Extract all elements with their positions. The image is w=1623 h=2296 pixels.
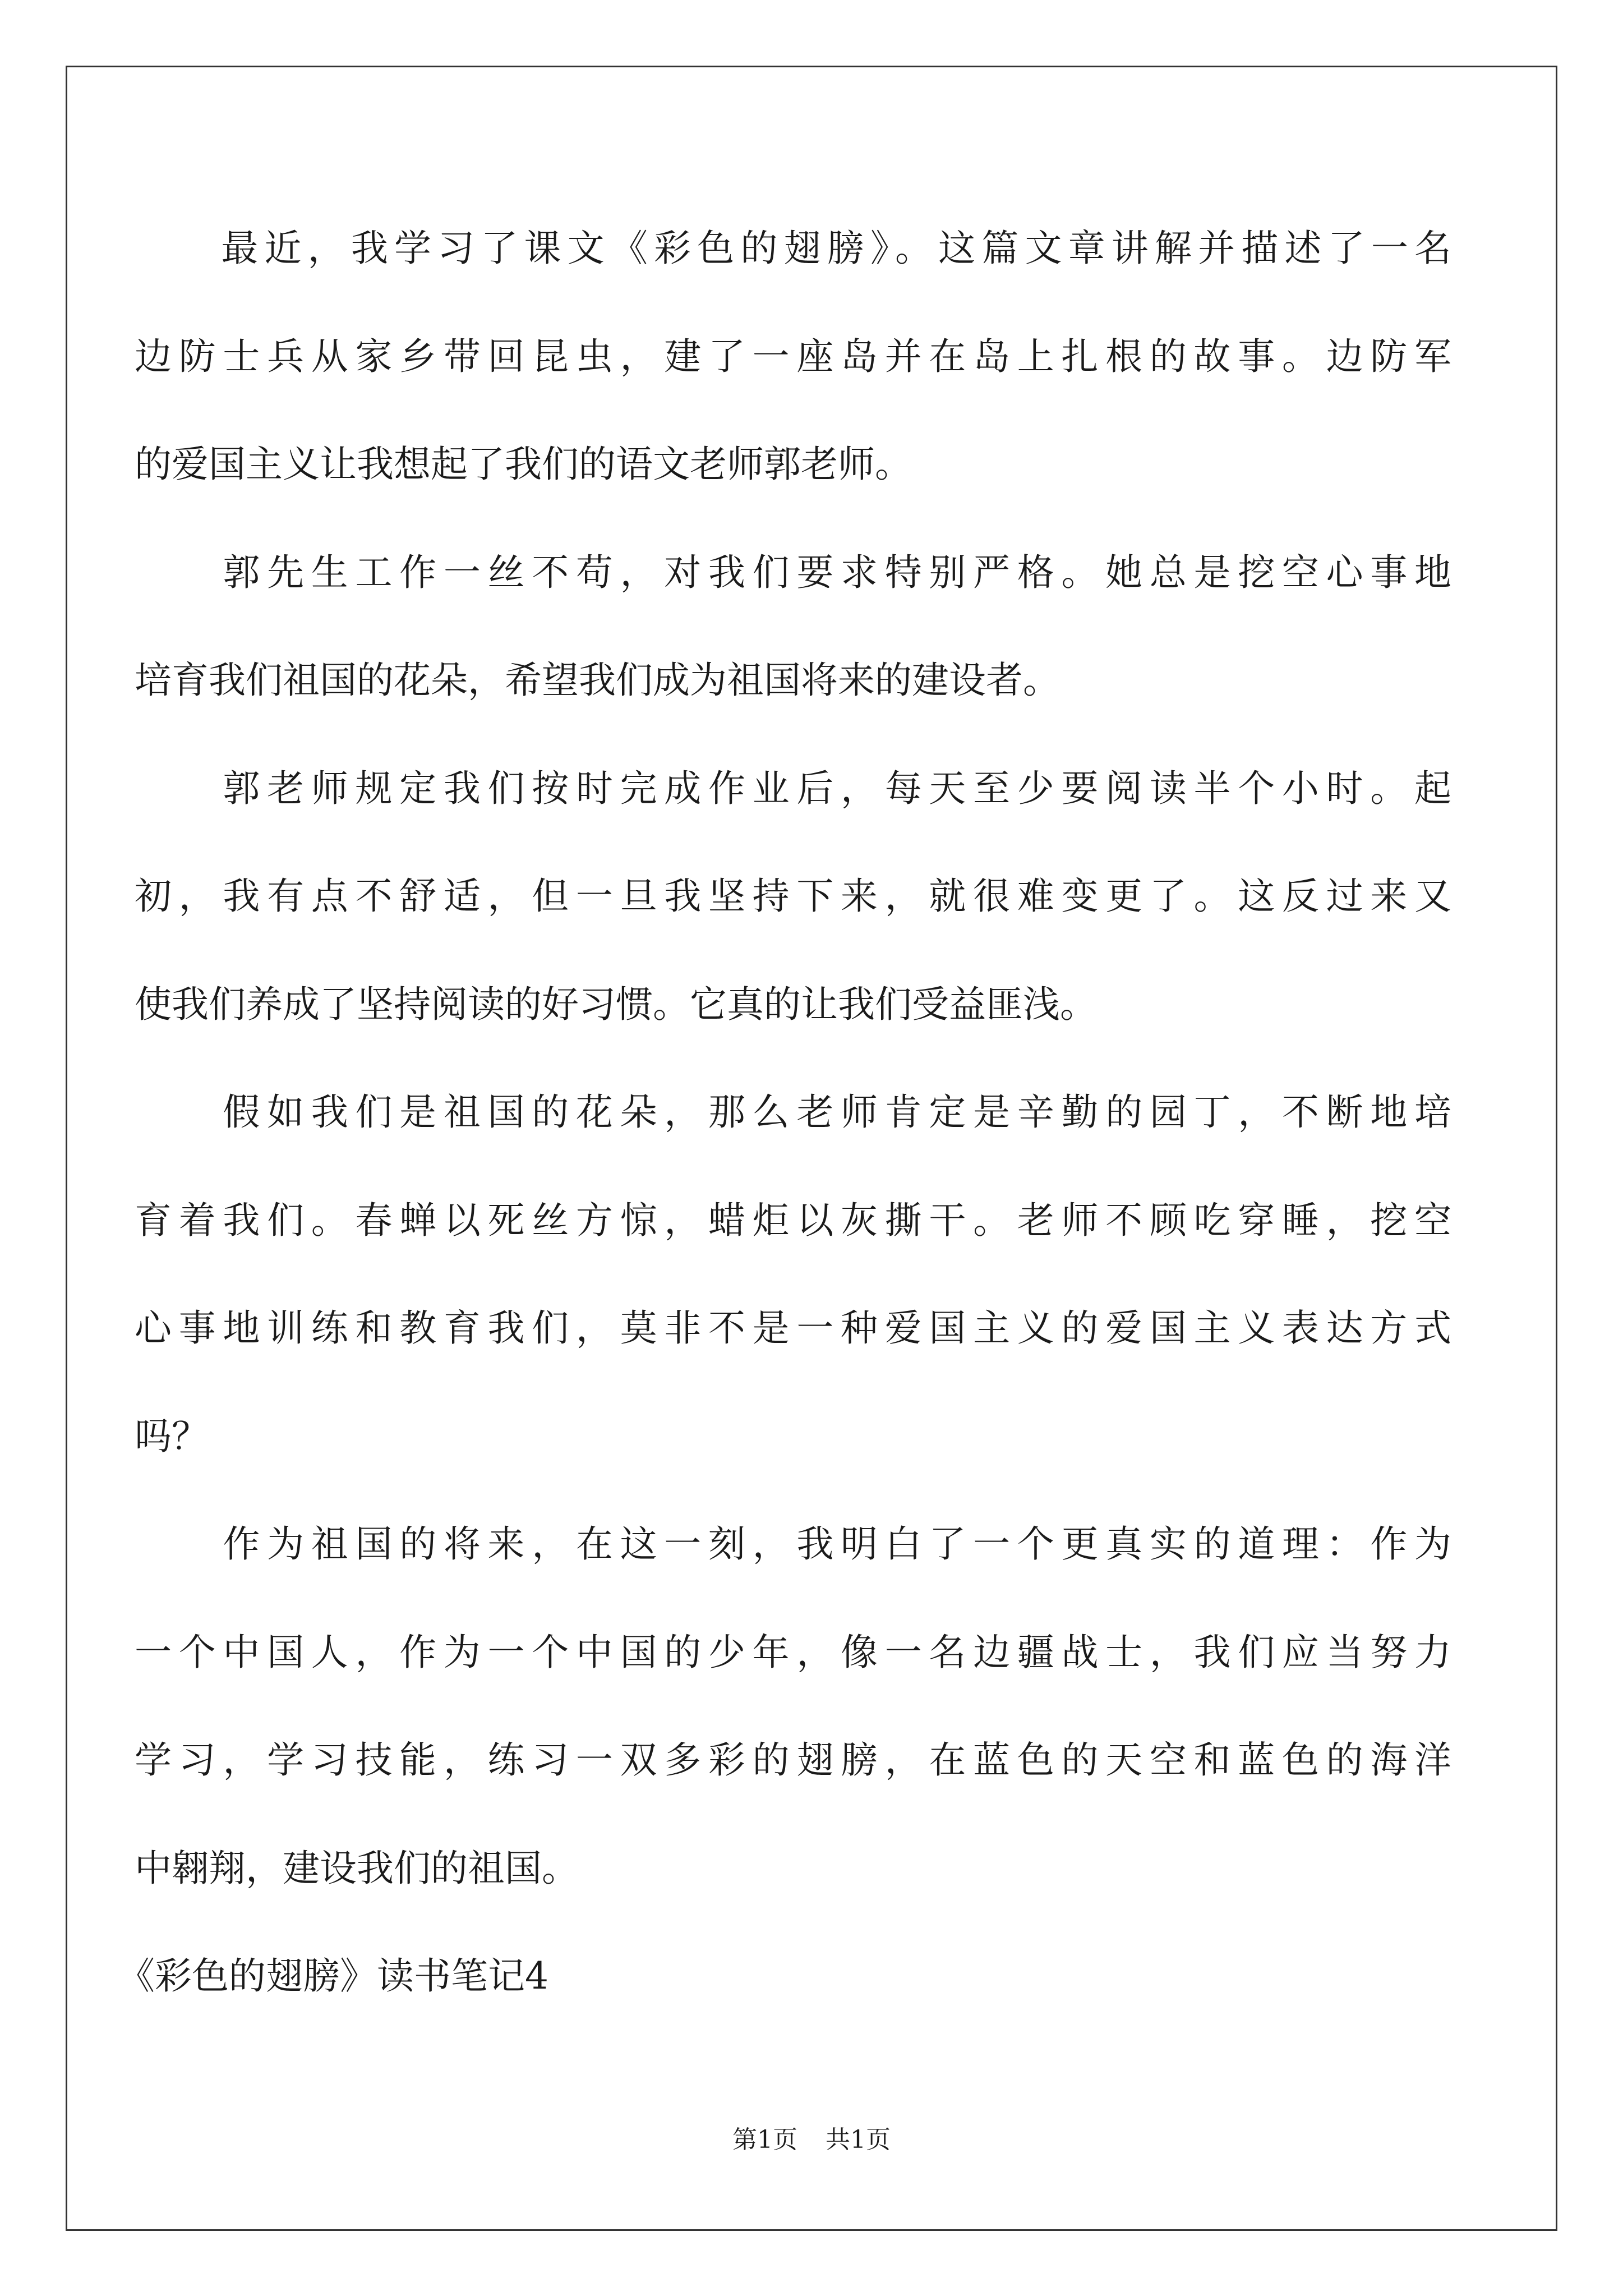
paragraph-4-line-3: 心事地训练和教育我们，莫非不是一种爱国主义的爱国主义表达方式 xyxy=(135,1306,1451,1350)
paragraph-5-line-4: 中翱翔，建设我们的祖国。 xyxy=(135,1847,579,1890)
paragraph-1-line-1: 最近，我学习了课文《彩色的翅膀》。这篇文章讲解并描述了一名 xyxy=(135,227,1451,270)
paragraph-1-line-2: 边防士兵从家乡带回昆虫，建了一座岛并在岛上扎根的故事。边防军 xyxy=(135,335,1451,378)
paragraph-3-line-2: 初，我有点不舒适，但一旦我坚持下来，就很难变更了。这反过来又 xyxy=(135,875,1451,918)
paragraph-4-line-1: 假如我们是祖国的花朵，那么老师肯定是辛勤的园丁，不断地培 xyxy=(135,1091,1451,1134)
page-border xyxy=(66,66,1557,2231)
paragraph-5-line-3: 学习，学习技能，练习一双多彩的翅膀，在蓝色的天空和蓝色的海洋 xyxy=(135,1738,1451,1782)
page-total: 共1页 xyxy=(826,2125,891,2154)
paragraph-4-line-2: 育着我们。春蝉以死丝方惊，蜡炬以灰撕干。老师不顾吃穿睡，挖空 xyxy=(135,1199,1451,1242)
page-footer xyxy=(0,2123,1623,2157)
paragraph-1-line-3: 的爱国主义让我想起了我们的语文老师郭老师。 xyxy=(135,443,912,486)
paragraph-3-line-3: 使我们养成了坚持阅读的好习惯。它真的让我们受益匪浅。 xyxy=(135,983,1097,1026)
paragraph-2-line-1: 郭先生工作一丝不苟，对我们要求特别严格。她总是挖空心事地 xyxy=(135,551,1451,594)
paragraph-5-line-1: 作为祖国的将来，在这一刻，我明白了一个更真实的道理：作为 xyxy=(135,1522,1451,1566)
page-number: 第1页 xyxy=(732,2125,797,2154)
paragraph-3-line-1: 郭老师规定我们按时完成作业后，每天至少要阅读半个小时。起 xyxy=(135,767,1451,810)
paragraph-4-line-4: 吗？ xyxy=(135,1415,209,1458)
paragraph-5-line-2: 一个中国人，作为一个中国的少年，像一名边疆战士，我们应当努力 xyxy=(135,1631,1451,1674)
section-heading: 《彩色的翅膀》读书笔记4 xyxy=(118,1954,548,1998)
paragraph-2-line-2: 培育我们祖国的花朵，希望我们成为祖国将来的建设者。 xyxy=(135,659,1060,702)
